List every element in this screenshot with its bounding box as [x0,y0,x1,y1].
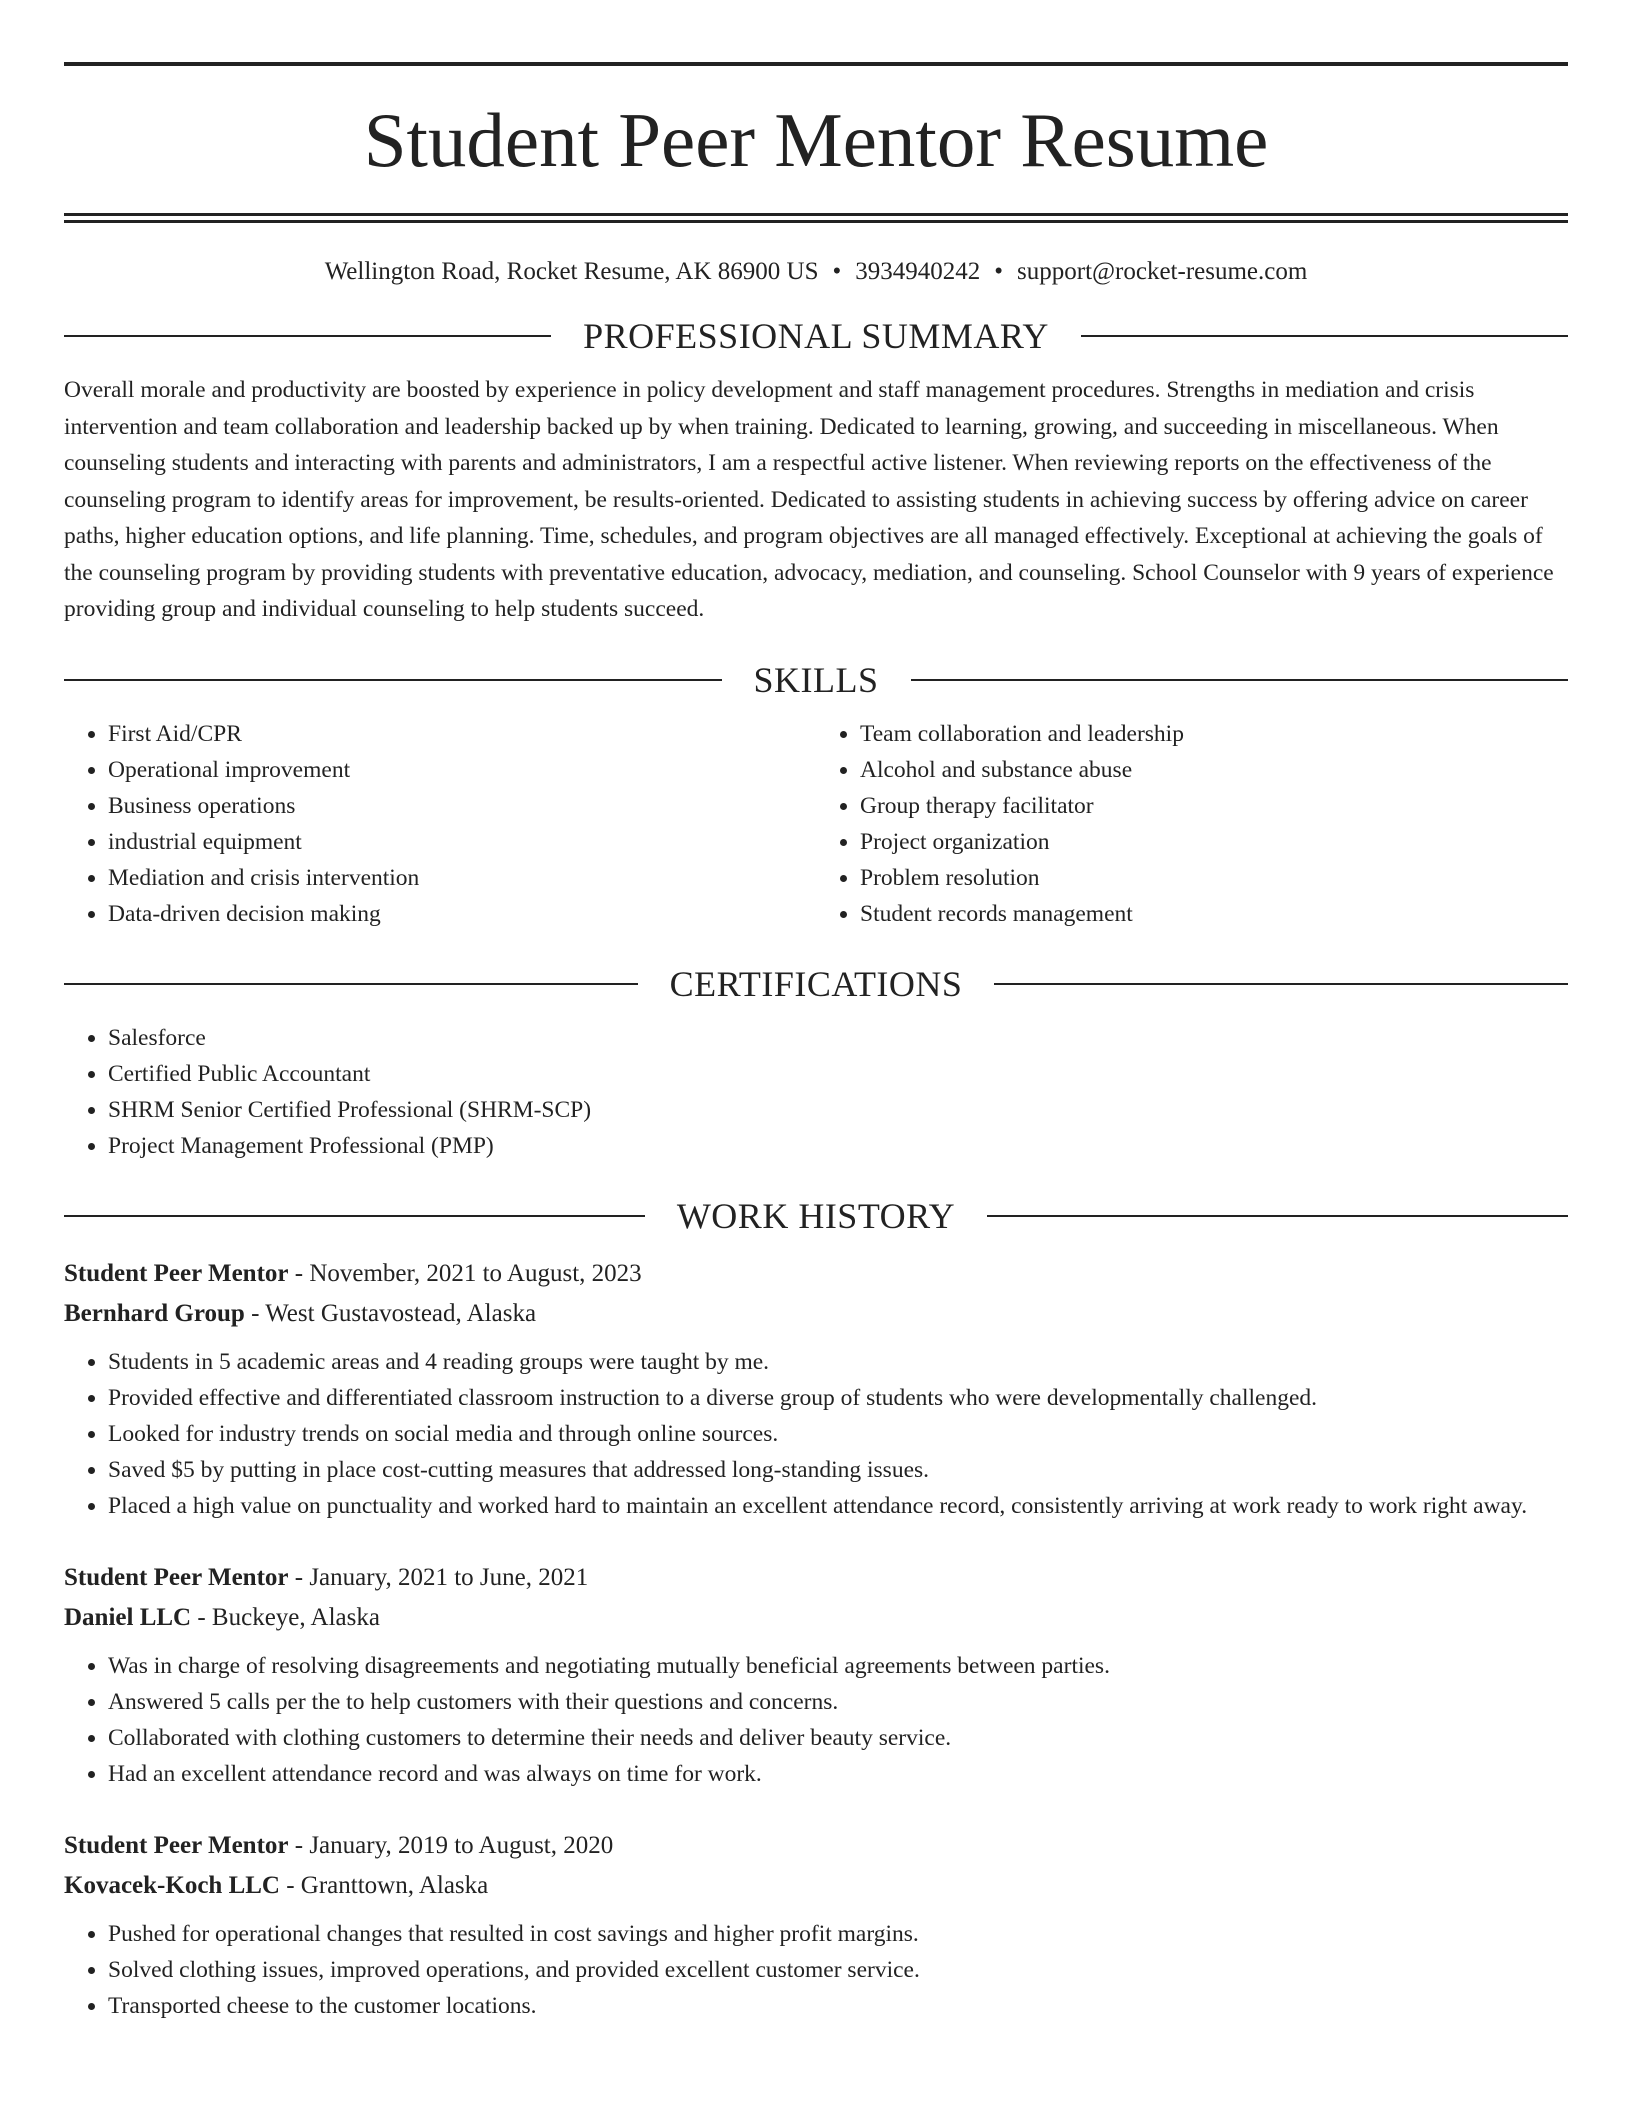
skill-item: • Data-driven decision making [108,896,816,932]
skill-item: • Business operations [108,788,816,824]
job-entry [64,1558,1568,1792]
section-header-skills [64,659,1568,700]
skills-list-right [816,716,1568,932]
job-bullet: • Collaborated with clothing customers to determine their needs and deliver beauty service. [108,1720,1568,1756]
section-header-summary [64,318,1568,354]
resume-title: Student Peer Mentor Resume [363,97,1269,183]
job-company-line [64,1294,1568,1334]
divider-line [1081,335,1568,337]
skill-item: • industrial equipment [108,824,816,860]
job-dates: - January, 2021 to June, 2021 [288,1563,589,1591]
job-dates: - January, 2019 to August, 2020 [288,1831,614,1859]
contact-separator: • [994,258,1004,285]
contact-line [64,259,1568,284]
divider-line [911,679,1569,681]
skills-list-left [64,716,816,932]
job-bullet: • Students in 5 academic areas and 4 reading groups were taught by me. [108,1344,1568,1380]
job-entry [64,1254,1568,1524]
contact-separator: • [832,258,842,285]
section-title-certifications: CERTIFICATIONS [669,963,963,1004]
job-role: Student Peer Mentor [64,1563,289,1591]
title-double-rule [64,213,1568,223]
certification-item: • Project Management Professional (PMP) [108,1128,1568,1164]
job-bullet: • Saved $5 by putting in place cost-cutting measures that addressed long-standing issues. [108,1452,1568,1488]
job-bullet: • Answered 5 calls per the to help customers with their questions and concerns. [108,1684,1568,1720]
job-company: Bernhard Group [64,1299,245,1327]
job-bullet: • Placed a high value on punctuality and worked hard to maintain an excellent attendance record, consistently arriving at work ready to work right away. [108,1488,1568,1524]
section-title-work: WORK HISTORY [676,1195,956,1236]
skill-item: • Team collaboration and leadership [860,716,1568,752]
job-title-line [64,1558,1568,1598]
section-title-skills: SKILLS [753,659,879,700]
top-rule [64,62,1568,66]
contact-email: support@rocket-resume.com [1017,258,1308,285]
job-title-line [64,1254,1568,1294]
divider-line [987,1215,1568,1217]
job-bullets [64,1648,1568,1792]
section-title-summary: PROFESSIONAL SUMMARY [583,316,1049,356]
professional-summary-text: Overall morale and productivity are boosted by experience in policy development and staff management procedures. Strengths in mediation and crisis intervention and team collaboration and leadership backed up by when training. Dedicated to learning, growing, and succeeding in miscellaneous. When counseling students and interacting with parents and administrators, I am a respectful active listener. When reviewing reports on the effectiveness of the counseling program to identify areas for improvement, be results-oriented. Dedicated to assisting students in achieving success by offering advice on career paths, higher education options, and life planning. Time, schedules, and program objectives are all managed effectively. Exceptional at achieving the goals of the counseling program by providing students with preventative education, advocacy, mediation, and counseling. School Counselor with 9 years of experience providing group and individual counseling to help students succeed. [64,377,1554,622]
contact-phone: 3934940242 [855,258,981,285]
skill-item: • Alcohol and substance abuse [860,752,1568,788]
skill-item: • Problem resolution [860,860,1568,896]
job-bullet: • Was in charge of resolving disagreements and negotiating mutually beneficial agreements between parties. [108,1648,1568,1684]
job-bullet: • Provided effective and differentiated classroom instruction to a diverse group of students who were developmentally challenged. [108,1380,1568,1416]
job-role: Student Peer Mentor [64,1831,289,1859]
job-company: Daniel LLC [64,1603,192,1631]
divider-line [64,983,638,985]
job-role: Student Peer Mentor [64,1259,289,1287]
job-entry [64,1826,1568,2024]
job-dates: - November, 2021 to August, 2023 [288,1259,642,1287]
job-bullet: • Transported cheese to the customer locations. [108,1988,1568,2024]
certification-item: • Certified Public Accountant [108,1056,1568,1092]
job-bullet: • Solved clothing issues, improved operations, and provided excellent customer service. [108,1952,1568,1988]
divider-line [64,1215,645,1217]
job-bullet: • Had an excellent attendance record and was always on time for work. [108,1756,1568,1792]
certification-item: • Salesforce [108,1020,1568,1056]
job-company-line [64,1598,1568,1638]
section-header-work [64,1195,1568,1236]
divider-line [64,335,551,337]
job-location: - West Gustavostead, Alaska [244,1299,537,1327]
skill-item: • Group therapy facilitator [860,788,1568,824]
job-bullet: • Pushed for operational changes that resulted in cost savings and higher profit margins. [108,1916,1568,1952]
job-company-line [64,1866,1568,1906]
certifications-list [64,1020,1568,1164]
divider-line [64,679,722,681]
divider-line [994,983,1568,985]
job-company: Kovacek-Koch LLC [64,1871,280,1899]
contact-address: Wellington Road, Rocket Resume, AK 86900 US [324,258,819,285]
certification-item: • SHRM Senior Certified Professional (SHRM-SCP) [108,1092,1568,1128]
skills-columns [64,716,1568,932]
skill-item: • Mediation and crisis intervention [108,860,816,896]
job-title-line [64,1826,1568,1866]
skill-item: • Project organization [860,824,1568,860]
job-bullets [64,1916,1568,2024]
section-header-certifications [64,963,1568,1004]
job-location: - Granttown, Alaska [279,1871,489,1899]
job-location: - Buckeye, Alaska [191,1603,380,1631]
skill-item: • Student records management [860,896,1568,932]
skill-item: • First Aid/CPR [108,716,816,752]
job-bullets [64,1344,1568,1524]
job-bullet: • Looked for industry trends on social media and through online sources. [108,1416,1568,1452]
skill-item: • Operational improvement [108,752,816,788]
